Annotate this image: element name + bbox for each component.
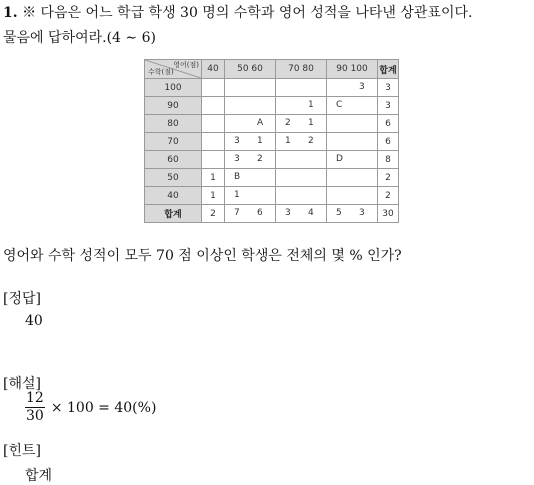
- cell-group-2: [276, 205, 327, 223]
- cell-group-3: [327, 205, 378, 223]
- explanation-label: [해설]: [3, 376, 41, 392]
- cell-group-3: [327, 115, 378, 133]
- cell-value: 1: [308, 100, 314, 110]
- cell-value: 1: [257, 136, 263, 146]
- fraction-denominator: 30: [26, 408, 44, 424]
- cell-value: 3: [359, 82, 365, 92]
- cell-value: B: [234, 172, 241, 182]
- cell-40: [202, 133, 225, 151]
- hint-label: [힌트]: [3, 443, 41, 459]
- cell-group-1: [225, 205, 276, 223]
- cell-total: 2: [378, 187, 399, 205]
- cell-group-3: [327, 97, 378, 115]
- row-label: 80: [145, 115, 202, 133]
- cell-value: 5: [336, 208, 342, 218]
- cell-total: 3: [378, 79, 399, 97]
- col-header: 70 80: [276, 60, 327, 79]
- table-row: [145, 79, 399, 97]
- cell-group-2: [276, 169, 327, 187]
- cell-group-1: [225, 79, 276, 97]
- cell-value: 4: [308, 208, 314, 218]
- cell-total: 3: [378, 97, 399, 115]
- cell-group-3: [327, 133, 378, 151]
- cell-group-1: [225, 187, 276, 205]
- explanation-formula: [25, 390, 156, 425]
- cell-group-2: [276, 97, 327, 115]
- corner-top-label: 영어(점): [173, 61, 199, 69]
- cell-value: 1: [308, 118, 314, 128]
- question-text: 영어와 수학 성적이 모두 70 점 이상인 학생은 전체의 몇 % 인가?: [3, 248, 402, 264]
- cell-value: 6: [257, 208, 263, 218]
- table-row: [145, 133, 399, 151]
- cell-total: 6: [378, 115, 399, 133]
- row-label: 100: [145, 79, 202, 97]
- problem-line-2: 물음에 답하여라.(4 ∼ 6): [3, 30, 156, 46]
- cell-group-3: [327, 79, 378, 97]
- col-header: 90 100: [327, 60, 378, 79]
- cell-group-2: [276, 79, 327, 97]
- row-label: 50: [145, 169, 202, 187]
- problem-line-1: [3, 2, 472, 22]
- cell-group-2: [276, 115, 327, 133]
- table-corner: [145, 60, 202, 79]
- cell-group-1: [225, 97, 276, 115]
- cell-value: 2: [308, 136, 314, 146]
- cell-value: A: [257, 118, 264, 128]
- answer-label: [정답]: [3, 291, 41, 307]
- cell-group-2: [276, 151, 327, 169]
- cell-value: 3: [285, 208, 291, 218]
- cell-value: 3: [234, 154, 240, 164]
- cell-value: 1: [234, 190, 240, 200]
- cell-group-1: [225, 133, 276, 151]
- cell-value: 1: [285, 136, 291, 146]
- cell-40: [202, 151, 225, 169]
- cell-group-2: [276, 187, 327, 205]
- col-header: 50 60: [225, 60, 276, 79]
- table-row: [145, 97, 399, 115]
- row-label: 90: [145, 97, 202, 115]
- table-row: [145, 187, 399, 205]
- formula-rest: × 100 = 40(%): [50, 399, 157, 416]
- cell-value: 3: [359, 208, 365, 218]
- cell-total: 6: [378, 133, 399, 151]
- row-label: 40: [145, 187, 202, 205]
- cell-group-1: [225, 169, 276, 187]
- cell-group-3: [327, 169, 378, 187]
- row-label: 70: [145, 133, 202, 151]
- cell-group-3: [327, 187, 378, 205]
- cell-value: 2: [285, 118, 291, 128]
- table-row: [145, 115, 399, 133]
- row-label: 합계: [145, 205, 202, 223]
- hint-value: 합계: [25, 468, 53, 484]
- cell-40: 2: [202, 205, 225, 223]
- fraction: [25, 390, 45, 425]
- fraction-numerator: 12: [26, 390, 44, 406]
- table-total-row: [145, 205, 399, 223]
- cell-40: 1: [202, 169, 225, 187]
- cell-value: 3: [234, 136, 240, 146]
- cell-value: C: [336, 100, 343, 110]
- table-row: [145, 169, 399, 187]
- cell-value: 2: [257, 154, 263, 164]
- problem-text-1: ※ 다음은 어느 학급 학생 30 명의 수학과 영어 성적을 나타낸 상관표이다.: [22, 5, 473, 21]
- cell-40: [202, 79, 225, 97]
- cell-group-1: [225, 115, 276, 133]
- cell-value: D: [336, 154, 343, 164]
- cell-40: 1: [202, 187, 225, 205]
- cell-total: 2: [378, 169, 399, 187]
- correlation-table: [144, 59, 399, 223]
- problem-number: 1.: [3, 5, 18, 21]
- col-header: 40: [202, 60, 225, 79]
- row-label: 60: [145, 151, 202, 169]
- cell-group-3: [327, 151, 378, 169]
- table-row: [145, 151, 399, 169]
- cell-group-1: [225, 151, 276, 169]
- corner-bottom-label: 수학(점): [148, 68, 174, 76]
- answer-value: 40: [25, 313, 43, 329]
- cell-group-2: [276, 133, 327, 151]
- cell-40: [202, 115, 225, 133]
- cell-value: 7: [234, 208, 240, 218]
- cell-40: [202, 97, 225, 115]
- col-header-total: 합계: [378, 60, 399, 79]
- cell-total: 8: [378, 151, 399, 169]
- cell-total: 30: [378, 205, 399, 223]
